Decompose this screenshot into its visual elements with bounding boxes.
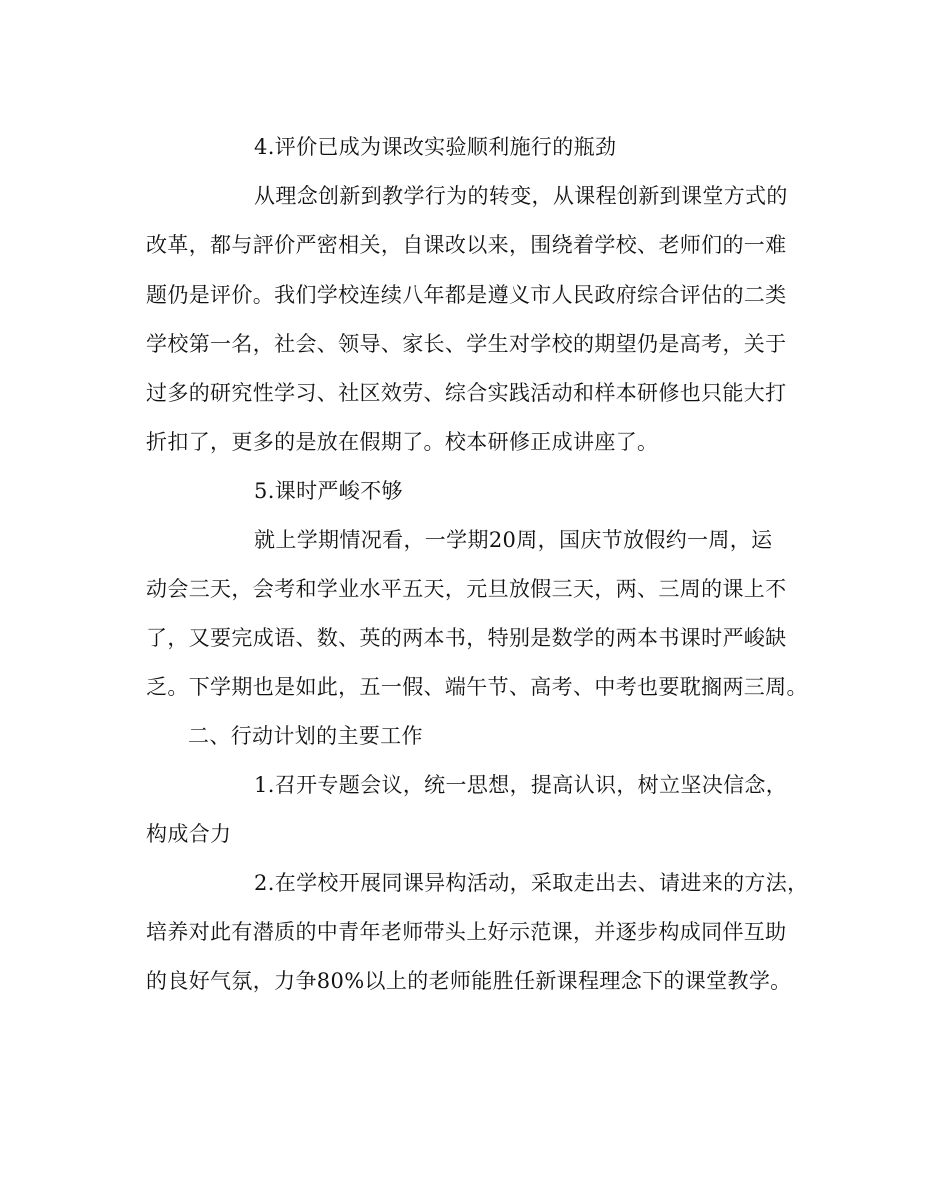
paragraph-line: 就上学期情况看，一学期20周，国庆节放假约一周，运 <box>254 528 773 552</box>
list-item-line: 培养对此有潜质的中青年老师带头上好示范课，并逐步构成同伴互助 <box>146 920 787 944</box>
paragraph-line: 从理念创新到教学行为的转变，从课程创新到课堂方式的 <box>254 184 788 208</box>
heading-class-hours: 5.课时严峻不够 <box>254 479 403 503</box>
paragraph-line: 改革，都与評价严密相关，自课改以来，围绕着学校、老师们的一难 <box>146 233 787 257</box>
paragraph-line: 学校第一名，社会、领导、家长、学生对学校的期望仍是高考，关于 <box>146 332 787 356</box>
paragraph-line: 动会三天，会考和学业水平五天，元旦放假三天，两、三周的课上不 <box>146 577 787 601</box>
list-item-line: 的良好气氛，力争80%以上的老师能胜任新课程理念下的课堂教学。 <box>146 969 792 993</box>
paragraph-line: 了，又要完成语、数、英的两本书，特别是数学的两本书课时严峻缺 <box>146 626 787 650</box>
paragraph-line: 过多的研究性学习、社区效劳、综合实践活动和样本研修也只能大打 <box>146 381 787 405</box>
list-item-line: 构成合力 <box>146 822 232 846</box>
list-item-line: 1.召开专题会议，统一思想，提高认识，树立坚决信念， <box>254 773 788 797</box>
paragraph-line: 题仍是评价。我们学校连续八年都是遵义市人民政府综合评估的二类 <box>146 283 787 307</box>
section-heading-action-plan: 二、行动计划的主要工作 <box>188 724 423 748</box>
paragraph-line: 乏。下学期也是如此，五一假、端午节、高考、中考也要耽搁两三周。 <box>146 675 808 699</box>
paragraph-line: 折扣了，更多的是放在假期了。校本研修正成讲座了。 <box>146 430 659 454</box>
list-item-line: 2.在学校开展同课异构活动，采取走出去、请进来的方法， <box>254 871 809 895</box>
heading-evaluation-bottleneck: 4.评价已成为课改实验顺利施行的瓶劲 <box>254 135 617 159</box>
